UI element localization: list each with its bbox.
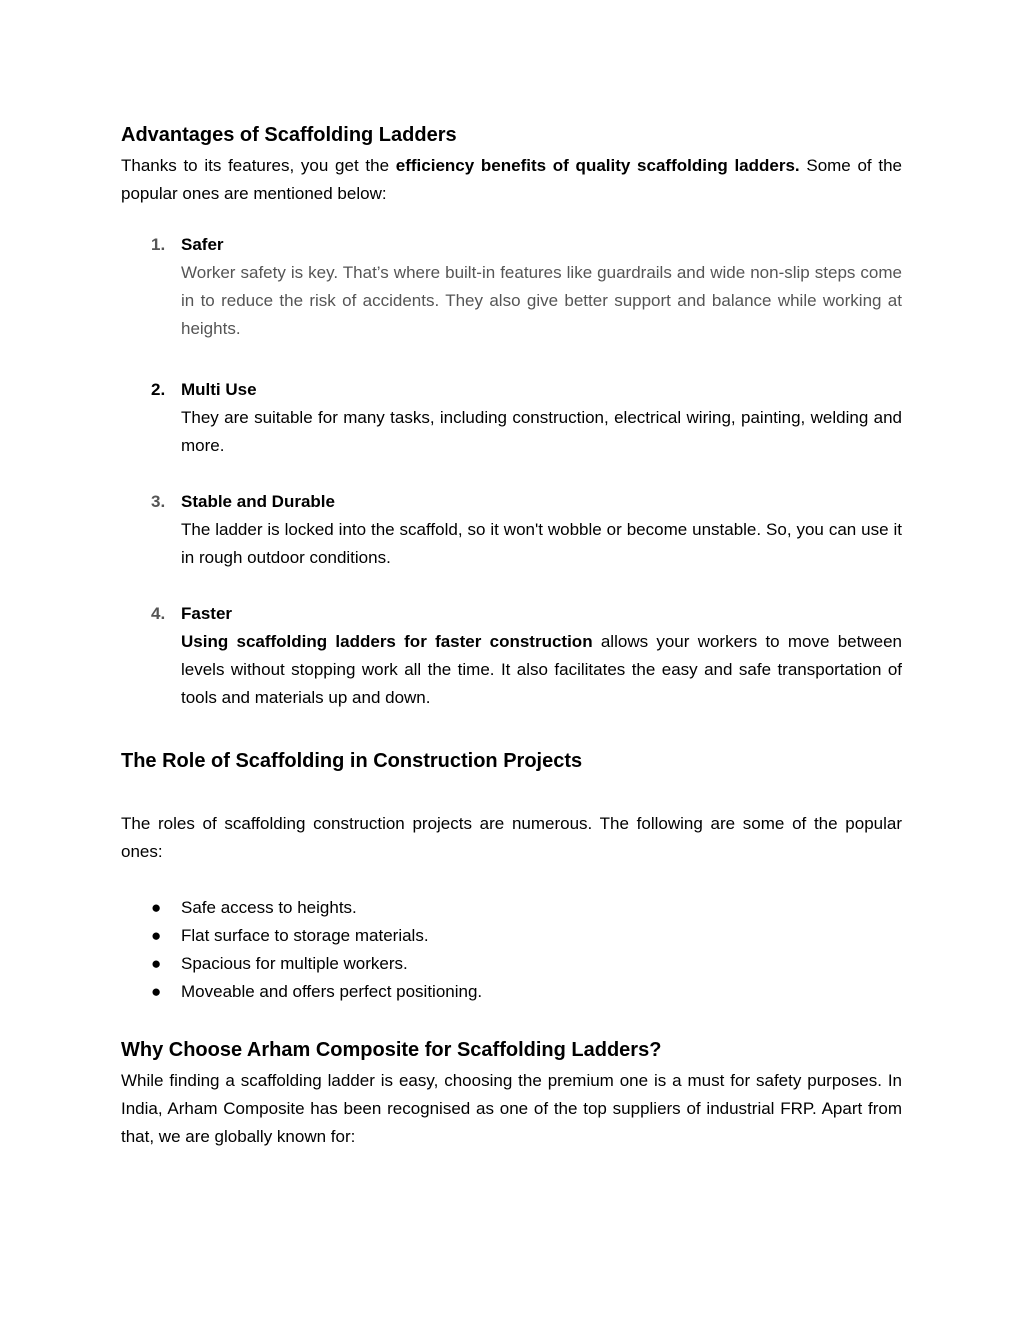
advantages-list xyxy=(121,231,902,712)
list-item-multi-use xyxy=(121,376,902,460)
list-number: 4. xyxy=(151,604,166,623)
list-item-stable-durable xyxy=(121,488,902,572)
list-item xyxy=(121,978,902,1006)
list-number: 1. xyxy=(151,235,166,254)
bullet-icon: ● xyxy=(151,926,162,945)
list-item-text: Moveable and offers perfect positioning. xyxy=(181,982,483,1001)
roles-intro: The roles of scaffolding construction projects are numerous. The following are some of the popular ones: xyxy=(121,814,902,861)
list-item-faster xyxy=(121,600,902,712)
document-content xyxy=(121,121,902,1151)
intro-text-b: Some of the popular ones are mentioned below: xyxy=(121,156,903,203)
roles-list xyxy=(121,894,902,1006)
list-number: 2. xyxy=(151,380,166,399)
intro-bold-text: efficiency benefits of quality scaffolding ladders. xyxy=(395,156,800,175)
list-item xyxy=(121,894,902,922)
item-title: Multi Use xyxy=(181,380,257,399)
item-body-bold: Using scaffolding ladders for faster construction xyxy=(181,632,593,651)
list-item-text: Spacious for multiple workers. xyxy=(181,954,408,973)
why-choose-body: While finding a scaffolding ladder is easy, choosing the premium one is a must for safety purposes. In India, Arham Composite has been recognised as one of the top suppliers of industrial FRP. Apart from that, we are globally known for: xyxy=(121,1071,902,1146)
heading-advantages: Advantages of Scaffolding Ladders xyxy=(121,124,457,146)
item-body xyxy=(181,628,902,712)
item-title: Safer xyxy=(181,235,224,254)
intro-text-a: Thanks to its features, you get the xyxy=(121,156,396,175)
item-title: Faster xyxy=(181,604,233,623)
bullet-icon: ● xyxy=(151,898,162,917)
advantages-intro xyxy=(121,152,902,208)
item-body-text: allows your workers to move between levels without stopping work all the time. It also facilitates the easy and safe transportation of tools and materials up and down. xyxy=(181,632,903,707)
bullet-icon: ● xyxy=(151,954,162,973)
list-item xyxy=(121,922,902,950)
item-title: Stable and Durable xyxy=(181,492,335,511)
list-item-safer xyxy=(121,231,902,343)
item-body: The ladder is locked into the scaffold, so it won't wobble or become unstable. So, you can use it in rough outdoor conditions. xyxy=(181,520,902,567)
bullet-icon: ● xyxy=(151,982,162,1001)
list-number: 3. xyxy=(151,492,166,511)
list-item-text: Flat surface to storage materials. xyxy=(181,926,429,945)
heading-why-choose-arham: Why Choose Arham Composite for Scaffolding Ladders? xyxy=(121,1039,662,1061)
list-item-text: Safe access to heights. xyxy=(181,898,357,917)
list-item xyxy=(121,950,902,978)
heading-role-of-scaffolding: The Role of Scaffolding in Construction Projects xyxy=(121,750,583,772)
item-body: They are suitable for many tasks, including construction, electrical wiring, painting, welding and more. xyxy=(181,408,902,455)
item-body: Worker safety is key. That’s where built-in features like guardrails and wide non-slip steps come in to reduce the risk of accidents. They also give better support and balance while working at heights. xyxy=(181,263,902,338)
